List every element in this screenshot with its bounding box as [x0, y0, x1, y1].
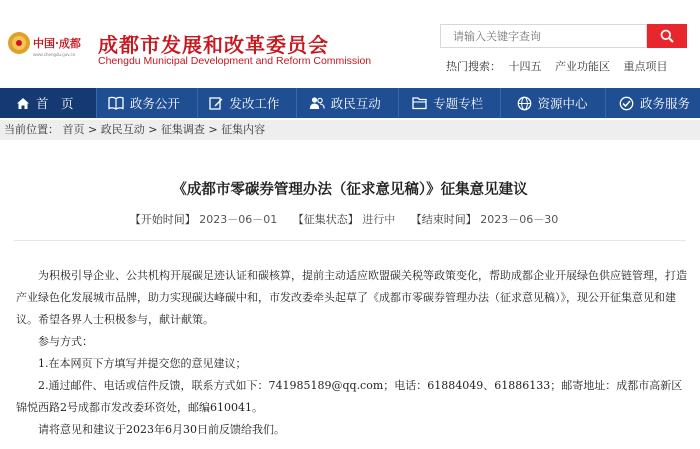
nav-item-gov-services[interactable] — [605, 88, 700, 118]
nav-label: 政务服务 — [639, 96, 690, 111]
edit-icon — [209, 96, 223, 110]
breadcrumb-separator: > — [208, 123, 218, 136]
nav-item-gov-affairs[interactable] — [96, 88, 197, 118]
hot-search-label: 热门搜索： — [446, 60, 501, 73]
site-title: 成都市发展和改革委员会 — [98, 33, 329, 57]
site-title-english: Chengdu Municipal Development and Reform Commission — [98, 55, 372, 67]
article-body — [16, 265, 688, 441]
book-icon — [108, 96, 124, 110]
article-paragraph: 为积极引导企业、公共机构开展碳足迹认证和碳核算，提前主动适应欧盟碳关税等政策变化，帮助成都企业开展绿色供应链管理，打造产业绿色化发展城市品牌，助力实现碳达峰碳中和，市发改委牵头起草了《成都市零碳券管理办法（征求意见稿）》，现公开征集意见和建议。希望各界人士积极参与，献计献策。 — [16, 269, 687, 326]
chengdu-logo[interactable] — [6, 26, 86, 62]
service-icon — [619, 96, 634, 111]
nav-label: 资源中心 — [537, 96, 588, 111]
article-paragraph: 请将意见和建议于2023年6月30日前反馈给我们。 — [38, 423, 285, 436]
nav-item-reform-work[interactable] — [197, 88, 296, 118]
search-input[interactable] — [440, 24, 647, 48]
search-icon — [660, 29, 674, 43]
end-time-value: 2023－06－30 — [480, 213, 559, 226]
article-paragraph: 参与方式： — [38, 335, 93, 348]
hot-search-item[interactable]: 重点项目 — [623, 60, 668, 73]
article-title: 《成都市零碳券管理办法（征求意见稿）》征集意见建议 — [172, 182, 528, 198]
site-header — [0, 0, 700, 88]
nav-label: 政务公开 — [129, 96, 180, 111]
divider — [14, 240, 686, 241]
nav-item-special-topics[interactable] — [398, 88, 500, 118]
main-nav — [0, 88, 700, 118]
nav-item-home[interactable] — [0, 88, 96, 118]
nav-item-interaction[interactable] — [297, 88, 398, 118]
breadcrumb — [0, 120, 700, 140]
globe-icon — [517, 96, 532, 111]
nav-item-resource-center[interactable] — [501, 88, 605, 118]
breadcrumb-separator: > — [88, 123, 98, 136]
logo-url: www.chengdu.gov.cn — [33, 52, 76, 57]
folder-icon — [412, 96, 427, 110]
logo-text: 中国·成都 — [33, 37, 81, 50]
breadcrumb-link-home[interactable]: 首页 — [62, 123, 85, 136]
hot-search-item[interactable]: 十四五 — [508, 60, 542, 73]
hot-search-item[interactable]: 产业功能区 — [555, 60, 610, 73]
search-button[interactable] — [647, 24, 687, 48]
start-time-value: 2023－06－01 — [199, 213, 278, 226]
nav-label: 专题专栏 — [433, 96, 484, 111]
breadcrumb-current: 征集内容 — [221, 123, 266, 136]
hot-search — [446, 58, 678, 74]
end-time-label: 【结束时间】 — [410, 213, 477, 226]
breadcrumb-label: 当前位置： — [4, 123, 59, 136]
status-value: 进行中 — [362, 213, 396, 226]
home-icon — [16, 97, 30, 110]
people-icon — [309, 96, 325, 110]
article-meta — [0, 211, 700, 227]
article-paragraph: 2.通过邮件、电话或信件反馈，联系方式如下：741985189@qq.com；电话：61884049、61886133；邮寄地址：成都市高新区锦悦西路2号成都市发改委环资处，邮编610041。 — [16, 379, 683, 414]
nav-label: 首 页 — [36, 96, 74, 111]
start-time-label: 【开始时间】 — [129, 213, 196, 226]
breadcrumb-link-survey[interactable]: 征集调查 — [160, 123, 205, 136]
article-paragraph: 1.在本网页下方填写并提交您的意见建议； — [38, 357, 247, 370]
breadcrumb-link-interaction[interactable]: 政民互动 — [100, 123, 145, 136]
nav-label: 政民互动 — [330, 96, 381, 111]
nav-label: 发改工作 — [229, 96, 280, 111]
status-label: 【征集状态】 — [292, 213, 359, 226]
breadcrumb-separator: > — [148, 123, 158, 136]
